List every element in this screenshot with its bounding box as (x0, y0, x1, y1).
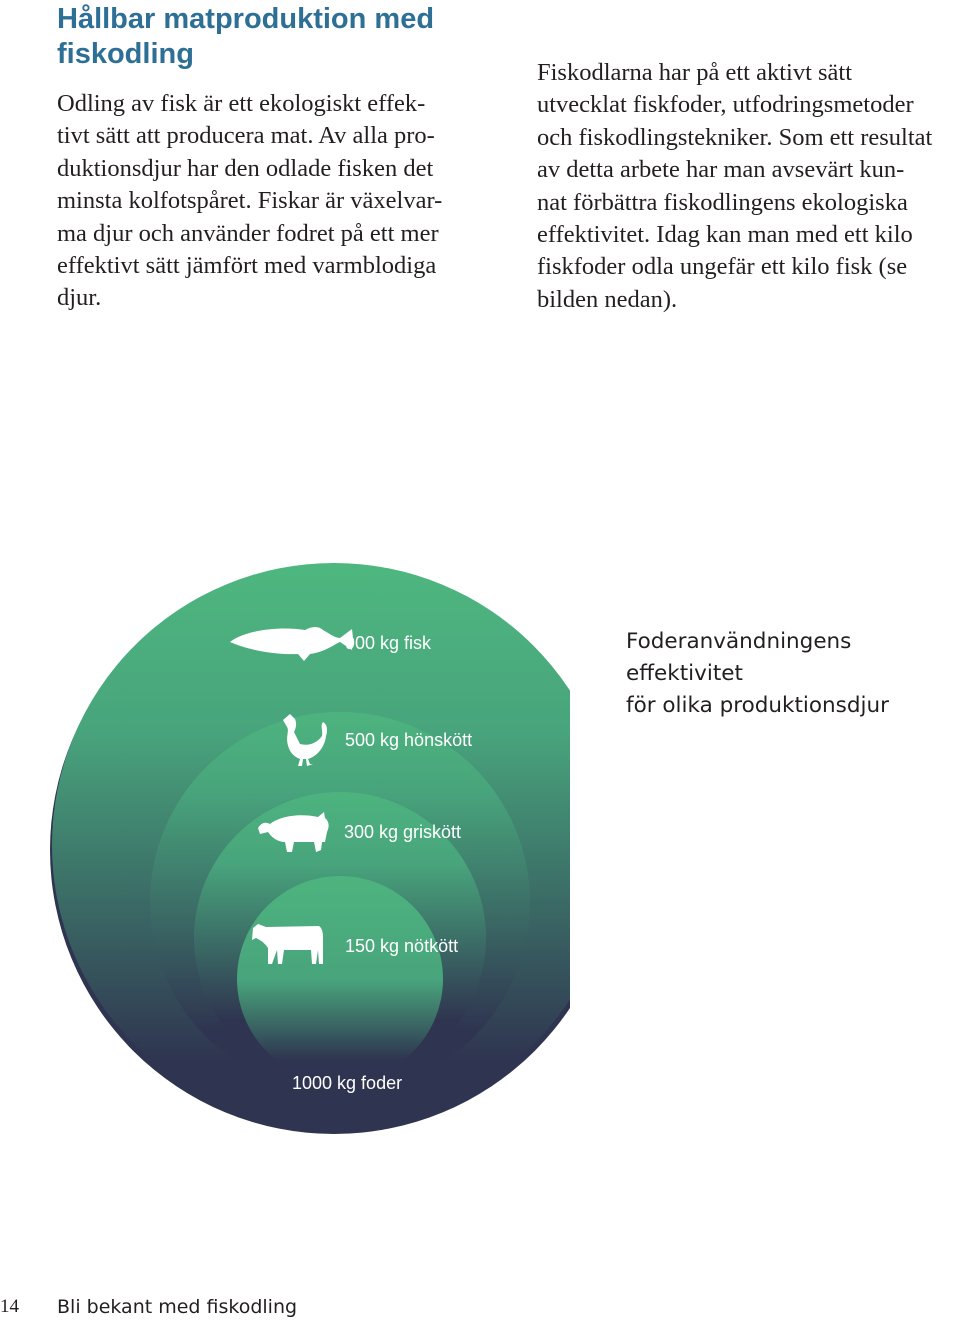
body-text-right: Fiskodlarna har på ett aktivt sätt utvecklat fiskfoder, utfodringsmetoder och fiskodlingstekniker. Som ett resultat av detta arbete har man avsevärt kun- nat förbättra fiskodlingens ekologiska effektivitet. Idag kan man med ett kilo fiskfoder odla ungefär ett kilo fisk (se bilden nedan). (537, 59, 933, 313)
circle-notkott (237, 876, 443, 1082)
label-notkott: 150 kg nötkött (345, 936, 459, 956)
feed-efficiency-diagram (40, 560, 570, 1160)
footer-publication-title: Bli bekant med fiskodling (57, 1296, 298, 1318)
label-honskott: 500 kg hönskött (345, 730, 473, 750)
label-foder: 1000 kg foder (292, 1073, 403, 1093)
body-text-left: Odling av fisk är ett ekologiskt effek- tivt sätt att producera mat. Av alla pro- duktionsdjur har den odlade fisken det minsta kolfotspåret. Fiskar är växelvar- ma djur och använder fodret på ett mer effektivt sätt jämfört med varmblodiga djur. (57, 90, 443, 312)
chart-title: Foderanvändningens effektivitet för olika produktionsdjur (626, 629, 889, 718)
label-fisk: 900 kg fisk (345, 633, 432, 653)
section-title: Hållbar matproduktion med fiskodling (57, 3, 435, 70)
page-number: 14 (0, 1296, 19, 1317)
circles-canvas (40, 560, 570, 1160)
label-griskott: 300 kg griskött (344, 822, 462, 842)
